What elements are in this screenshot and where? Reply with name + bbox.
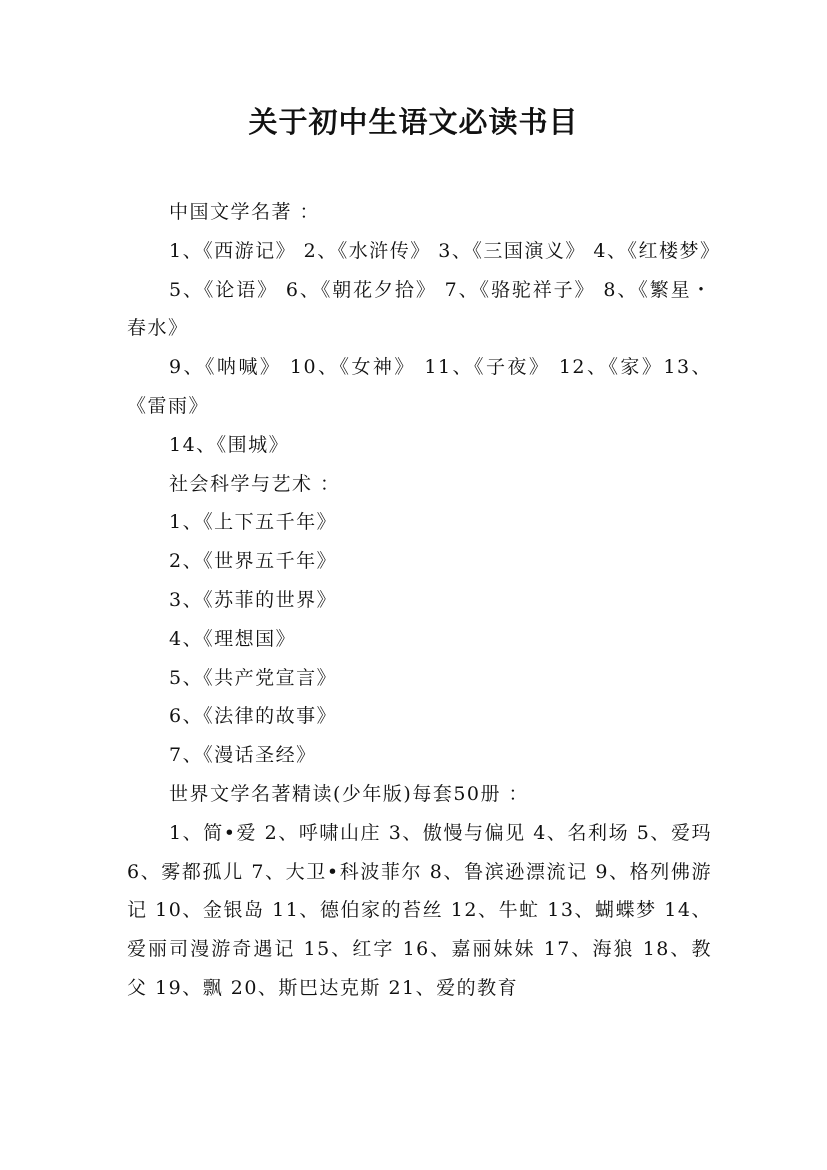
list-paragraph: 1、简•爱 2、呼啸山庄 3、傲慢与偏见 4、名利场 5、爱玛 6、雾都孤儿 7、大卫•科波菲尔 8、鲁滨逊漂流记 9、格列佛游记 10、金银岛 11、德伯家的苔丝 12、牛虻 13、蝴蝶梦 14、爱丽司漫游奇遇记 15、红字 16、嘉丽妹妹 17、海狼 18、教父 19、飘 20、斯巴达克斯 21、爱的教育: [127, 821, 712, 999]
list-paragraph: 1、《西游记》 2、《水浒传》 3、《三国演义》 4、《红楼梦》: [169, 239, 721, 262]
section-heading-social-science-art: 社会科学与艺术 ：: [169, 472, 341, 495]
list-paragraph: 14、《围城》: [169, 433, 290, 456]
list-paragraph: 5、《论语》 6、《朝花夕拾》 7、《骆驼祥子》 8、《繁星・春水》: [127, 278, 712, 340]
section-heading-chinese-classics: 中国文学名著 ：: [169, 201, 321, 223]
list-paragraph: 9、《呐喊》 10、《女神》 11、《子夜》 12、《家》13、《雷雨》: [127, 356, 712, 417]
list-item: 1、《上下五千年》: [169, 511, 338, 534]
section-heading-world-literature: 世界文学名著精读(少年版)每套50册 ：: [169, 782, 530, 805]
list-item: 4、《理想国》: [169, 627, 297, 650]
document-title: 关于初中生语文必读书目: [248, 105, 579, 139]
list-item: 6、《法律的故事》: [169, 705, 338, 728]
list-item: 5、《共产党宣言》: [169, 666, 338, 689]
list-item: 7、《漫话圣经》: [169, 744, 317, 767]
document-body: [127, 193, 721, 1008]
list-item: 3、《苏菲的世界》: [169, 588, 338, 611]
list-item: 2、《世界五千年》: [169, 550, 338, 573]
